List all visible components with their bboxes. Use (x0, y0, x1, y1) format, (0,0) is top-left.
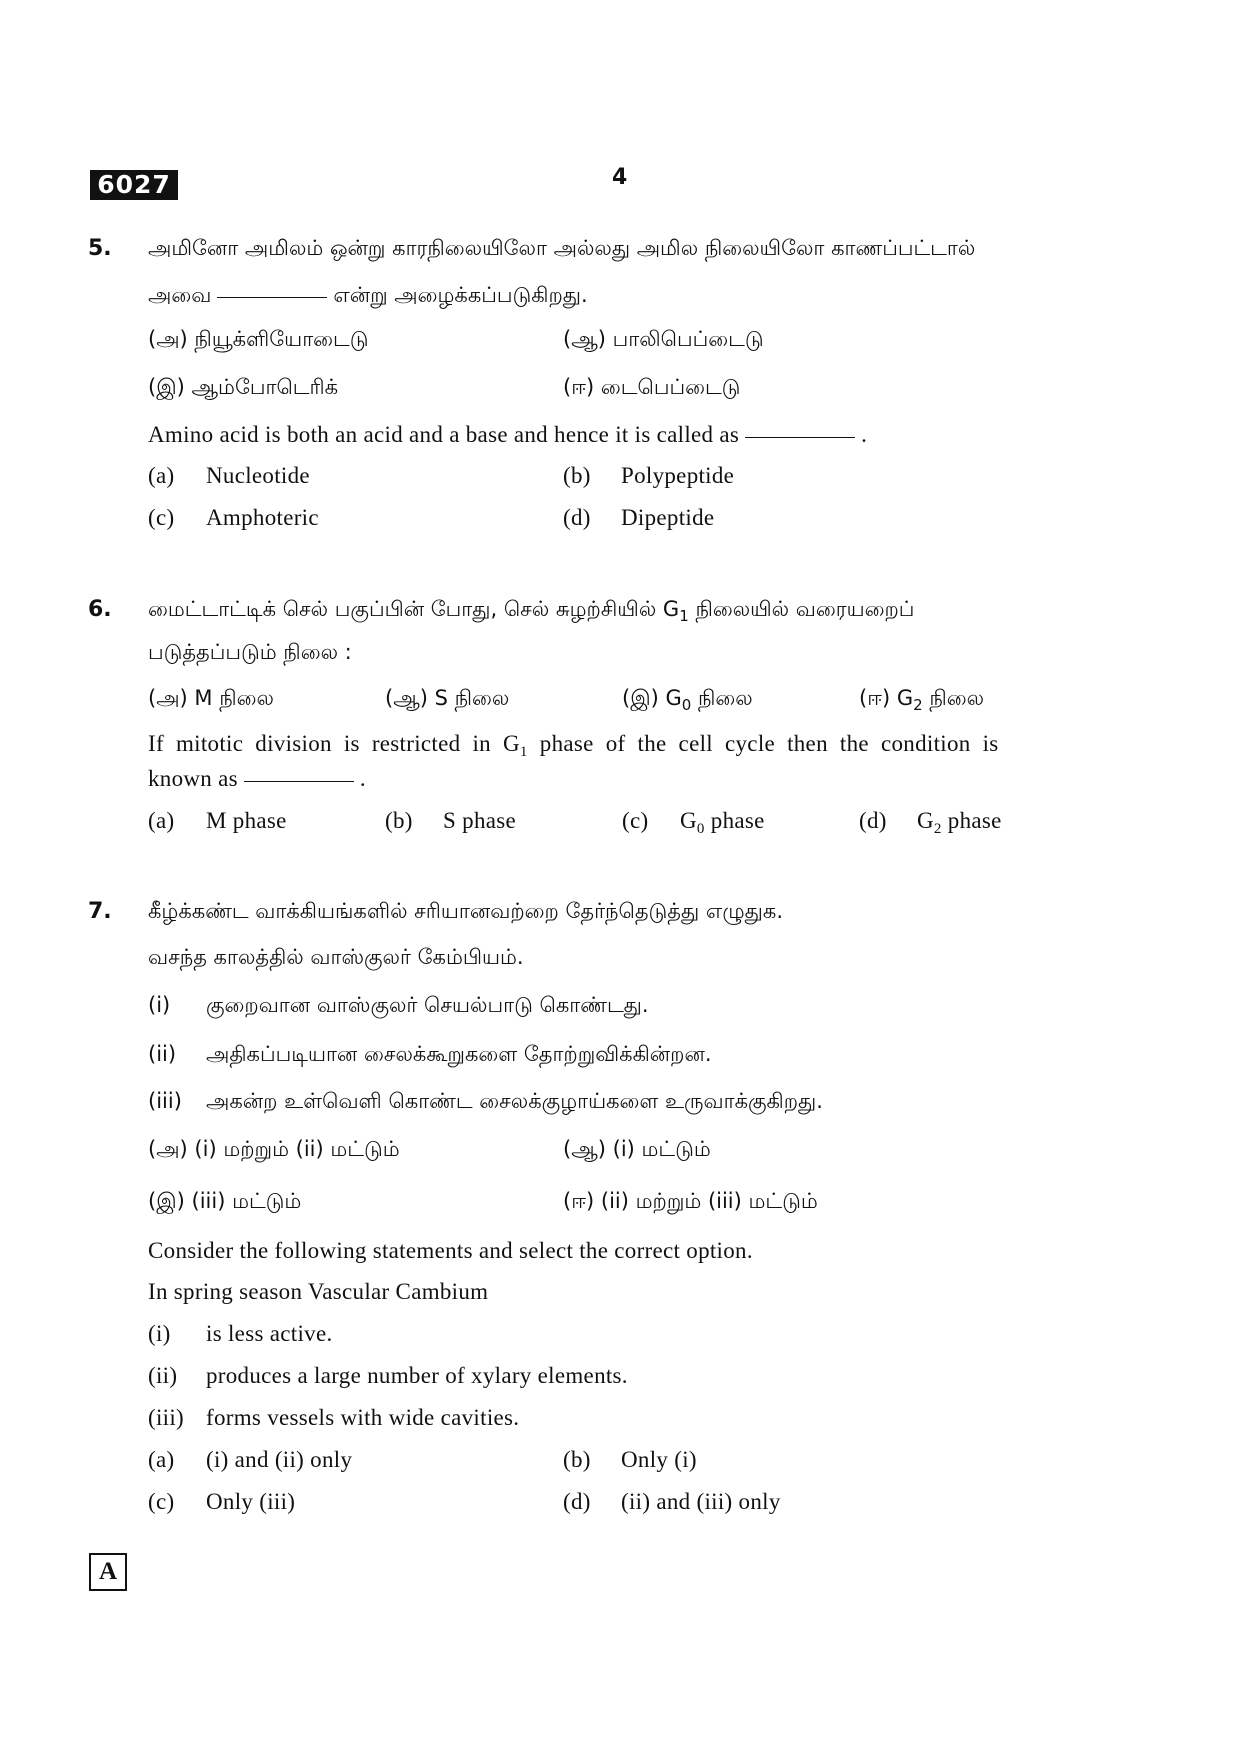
statement-text: அகன்ற உள்வெளி கொண்ட சைலக்குழாய்களை உருவாக்குகிறது. (206, 1089, 823, 1113)
q5-english-option-a (148, 463, 310, 489)
subscript: 0 (681, 696, 692, 714)
option-text: S phase (443, 808, 517, 833)
q6-english-line1 (148, 731, 1098, 761)
option-tag: (d) (563, 1489, 591, 1514)
option-text: G (896, 686, 914, 710)
option-text: G (917, 808, 934, 833)
option-tag: (இ) (148, 1189, 185, 1213)
option-text: Dipeptide (621, 505, 715, 530)
option-tag: (ஆ) (385, 686, 428, 710)
statement-tag: (i) (148, 993, 171, 1017)
subscript: 2 (913, 696, 923, 714)
q6-english-text-a: If mitotic division is restricted in G (148, 731, 520, 756)
q5-tamil-option-d (563, 375, 740, 402)
q7-english-line2: In spring season Vascular Cambium (148, 1279, 489, 1304)
option-tag: (c) (622, 808, 649, 833)
option-text: Only (i) (621, 1447, 697, 1472)
option-tag: (b) (385, 808, 413, 833)
q6-english-end: . (359, 766, 366, 791)
statement-text: is less active. (206, 1321, 333, 1346)
q5-english-option-b (563, 463, 734, 489)
option-tag: (a) (148, 808, 175, 833)
subscript: 2 (933, 821, 942, 837)
q7-english-option-c (148, 1489, 295, 1515)
option-text: M phase (206, 808, 287, 833)
subscript: 1 (679, 607, 689, 625)
option-text: (i) and (ii) only (206, 1447, 353, 1472)
option-text: G (680, 808, 697, 833)
q5-english-end: . (861, 422, 868, 447)
q6-tamil-option-d (859, 686, 984, 714)
q6-tamil-text-a: மைட்டாட்டிக் செல் பகுப்பின் போது, செல் சுழற்சியில் G (148, 597, 680, 621)
option-tag: (b) (563, 1447, 591, 1472)
q5-tamil-line1: அமினோ அமிலம் ஒன்று காரநிலையிலோ அல்லது அமில நிலையிலோ காணப்பட்டால் (148, 236, 976, 260)
q7-tamil-option-c (148, 1189, 301, 1216)
option-text: நியூக்ளியோடைடு (194, 327, 369, 351)
option-tag: (இ) (148, 375, 185, 399)
option-text: நிலை (929, 686, 985, 710)
q5-english-text: Amino acid is both an acid and a base and hence it is called as (148, 422, 740, 447)
option-tag: (a) (148, 1447, 175, 1472)
q6-english-option-d (859, 808, 1002, 838)
option-text: phase (947, 808, 1002, 833)
option-text: Only (iii) (206, 1489, 296, 1514)
paper-code: 6027 (90, 170, 178, 200)
q7-tamil-statement-2 (148, 1042, 712, 1069)
q6-english-text-c: known as (148, 766, 238, 791)
option-tag: (அ) (148, 686, 188, 710)
statement-text: forms vessels with wide cavities. (206, 1405, 520, 1430)
q5-tamil-text-b: என்று அழைக்கப்படுகிறது. (333, 283, 588, 307)
statement-text: குறைவான வாஸ்குலர் செயல்பாடு கொண்டது. (206, 993, 649, 1017)
statement-tag: (ii) (148, 1363, 178, 1388)
option-tag: (d) (859, 808, 887, 833)
option-text: (iii) மட்டும் (191, 1189, 302, 1213)
option-text: (ii) and (iii) only (621, 1489, 781, 1514)
option-tag: (c) (148, 1489, 175, 1514)
q7-english-statement-3 (148, 1405, 519, 1431)
q5-english-question (148, 422, 867, 448)
option-tag: (ஆ) (563, 1137, 606, 1161)
q7-tamil-option-b (563, 1137, 711, 1164)
q7-english-option-a (148, 1447, 352, 1473)
q7-tamil-option-d (563, 1189, 818, 1216)
answer-blank (244, 781, 354, 782)
option-tag: (a) (148, 463, 175, 488)
question-7-number: 7. (88, 899, 112, 924)
q6-english-text-b: phase of the cell cycle then the condition is (539, 731, 999, 756)
q6-english-line2 (148, 766, 366, 792)
q6-english-option-c (622, 808, 765, 838)
q7-tamil-line2: வசந்த காலத்தில் வாஸ்குலர் கேம்பியம். (148, 945, 524, 969)
q6-tamil-line1 (148, 597, 914, 625)
question-6-number: 6. (88, 597, 112, 622)
statement-text: அதிகப்படியான சைலக்கூறுகளை தோற்றுவிக்கின்றன. (206, 1042, 712, 1066)
q6-tamil-option-a (148, 686, 274, 713)
option-tag: (ஈ) (859, 686, 891, 710)
q7-english-line1: Consider the following statements and select the correct option. (148, 1238, 753, 1263)
statement-tag: (iii) (148, 1089, 182, 1113)
option-text: Polypeptide (621, 463, 735, 488)
option-text: பாலிபெப்டைடு (612, 327, 764, 351)
option-text: (i) மட்டும் (612, 1137, 711, 1161)
q5-tamil-option-a (148, 327, 369, 354)
q7-english-option-d (563, 1489, 781, 1515)
q5-english-option-c (148, 505, 319, 531)
option-text: (ii) மற்றும் (iii) மட்டும் (600, 1189, 818, 1213)
option-tag: (c) (148, 505, 175, 530)
q6-english-option-b (385, 808, 516, 834)
option-text: M நிலை (194, 686, 274, 710)
q6-tamil-option-c (622, 686, 753, 714)
option-tag: (b) (563, 463, 591, 488)
option-text: நிலை (698, 686, 753, 710)
option-text: ஆம்போடெரிக் (191, 375, 339, 399)
option-tag: (இ) (622, 686, 659, 710)
q7-tamil-option-a (148, 1137, 400, 1164)
question-5-number: 5. (88, 236, 112, 261)
option-tag: (அ) (148, 1137, 188, 1161)
option-tag: (ஈ) (563, 1189, 595, 1213)
q5-tamil-option-c (148, 375, 338, 402)
q5-english-option-d (563, 505, 714, 531)
q7-english-statement-1 (148, 1321, 333, 1347)
q6-tamil-option-b (385, 686, 509, 713)
q5-tamil-option-b (563, 327, 764, 354)
option-text: Amphoteric (206, 505, 319, 530)
option-tag: (ஆ) (563, 327, 606, 351)
q7-tamil-statement-1 (148, 993, 649, 1020)
set-label-box: A (89, 1553, 127, 1591)
option-text: (i) மற்றும் (ii) மட்டும் (194, 1137, 400, 1161)
option-tag: (d) (563, 505, 591, 530)
q6-english-option-a (148, 808, 287, 834)
option-tag: (அ) (148, 327, 188, 351)
q7-english-option-b (563, 1447, 697, 1473)
q7-tamil-line1: கீழ்க்கண்ட வாக்கியங்களில் சரியானவற்றை தேர்ந்தெடுத்து எழுதுக. (148, 899, 783, 923)
option-text: phase (710, 808, 765, 833)
q7-tamil-statement-3 (148, 1089, 823, 1116)
statement-tag: (iii) (148, 1405, 184, 1430)
answer-blank (745, 437, 855, 438)
answer-blank (217, 297, 327, 298)
statement-tag: (ii) (148, 1042, 177, 1066)
option-tag: (ஈ) (563, 375, 595, 399)
option-text: G (665, 686, 682, 710)
q5-tamil-line2 (148, 283, 588, 310)
statement-text: produces a large number of xylary elements. (206, 1363, 628, 1388)
q7-english-statement-2 (148, 1363, 628, 1389)
q6-tamil-line2: படுத்தப்படும் நிலை : (148, 640, 352, 664)
subscript: 1 (519, 744, 528, 760)
page-number: 4 (612, 165, 628, 190)
option-text: S நிலை (434, 686, 510, 710)
option-text: டைபெப்டைடு (600, 375, 741, 399)
statement-tag: (i) (148, 1321, 171, 1346)
subscript: 0 (696, 821, 705, 837)
q5-tamil-text-a: அவை (148, 283, 212, 307)
q6-tamil-text-b: நிலையில் வரையறைப் (695, 597, 915, 621)
option-text: Nucleotide (206, 463, 310, 488)
